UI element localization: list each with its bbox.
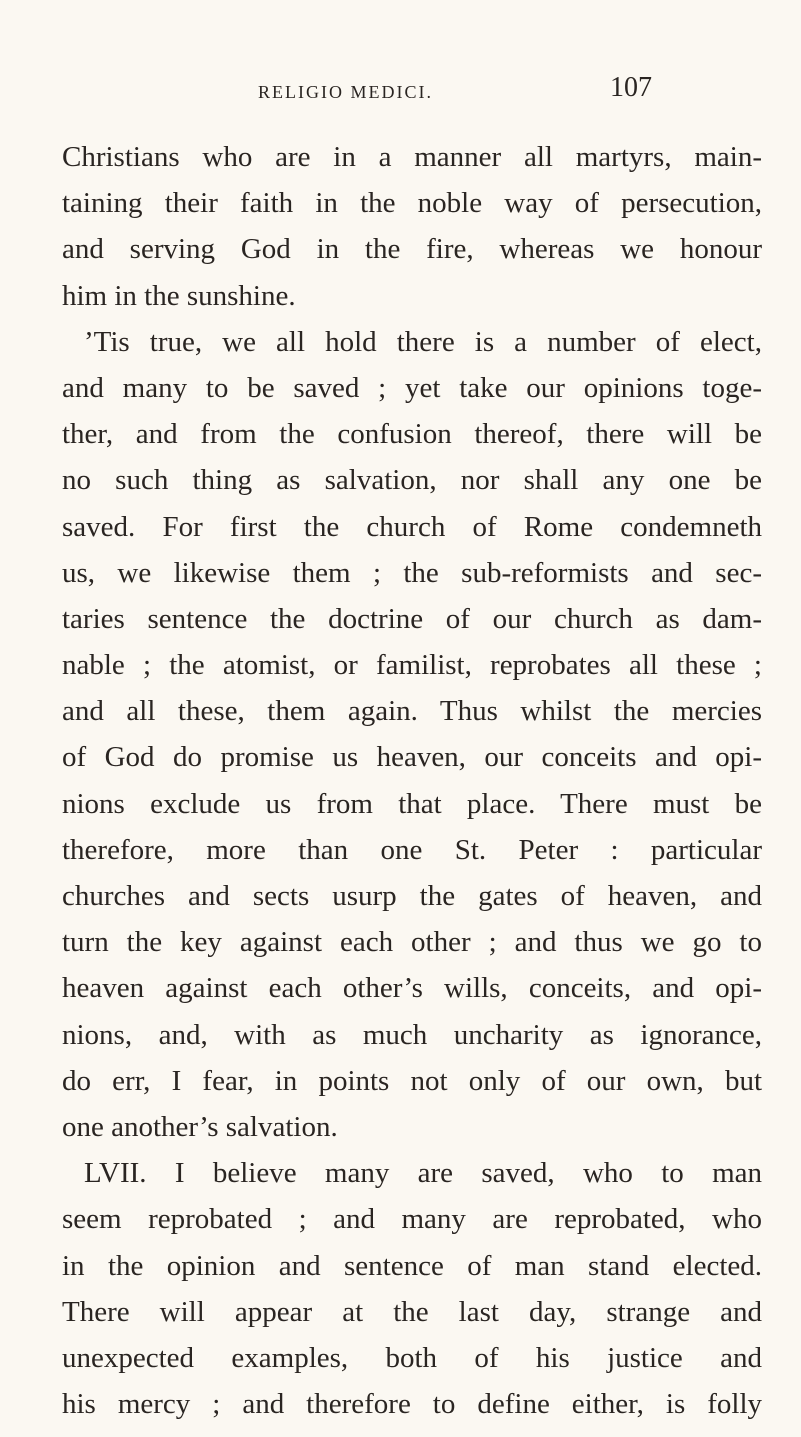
page-number: 107 [610, 72, 652, 103]
text-line: unexpected examples, both of his justice and [62, 1341, 762, 1374]
text-line: and serving God in the fire, whereas we honour [62, 233, 762, 266]
text-line: one another’s salvation. [62, 1110, 338, 1143]
text-line: Christians who are in a manner all martyrs, main- [62, 141, 762, 173]
text-line: nable ; the atomist, or familist, reprobates all these ; [62, 649, 762, 682]
text-line: ther, and from the confusion thereof, there will be [62, 418, 762, 451]
text-line: turn the key against each other ; and thus we go to [62, 926, 762, 959]
text-line: of God do promise us heaven, our conceits and opi- [62, 741, 762, 774]
text-line: heaven against each other’s wills, conceits, and opi- [62, 972, 762, 1005]
text-line: There will appear at the last day, strange and [62, 1295, 762, 1328]
text-line: his mercy ; and therefore to define either, is folly [62, 1388, 762, 1421]
text-line: taining their faith in the noble way of persecution, [62, 187, 762, 220]
text-line: ’Tis true, we all hold there is a number of elect, [84, 325, 762, 358]
text-line: and many to be saved ; yet take our opinions toge- [62, 371, 762, 404]
text-line: nions exclude us from that place. There must be [62, 787, 762, 820]
text-line: nions, and, with as much uncharity as ignorance, [62, 1018, 762, 1051]
text-line: us, we likewise them ; the sub-reformists and sec- [62, 556, 762, 589]
page-body [62, 134, 762, 1427]
text-line: in the opinion and sentence of man stand elected. [62, 1249, 762, 1282]
text-line: no such thing as salvation, nor shall any one be [62, 464, 762, 497]
running-title: RELIGIO MEDICI. [258, 82, 433, 102]
text-line: taries sentence the doctrine of our church as dam- [62, 602, 762, 635]
text-line: and all these, them again. Thus whilst the mercies [62, 695, 762, 728]
text-line: seem reprobated ; and many are reprobated, who [62, 1203, 762, 1236]
text-line: do err, I fear, in points not only of our own, but [62, 1064, 762, 1097]
text-line: churches and sects usurp the gates of heaven, and [62, 880, 762, 912]
text-line: him in the sunshine. [62, 279, 296, 312]
text-line: LVII. I believe many are saved, who to man [84, 1157, 762, 1190]
text-line: therefore, more than one St. Peter : particular [62, 833, 762, 866]
text-line: saved. For first the church of Rome condemneth [62, 510, 762, 543]
